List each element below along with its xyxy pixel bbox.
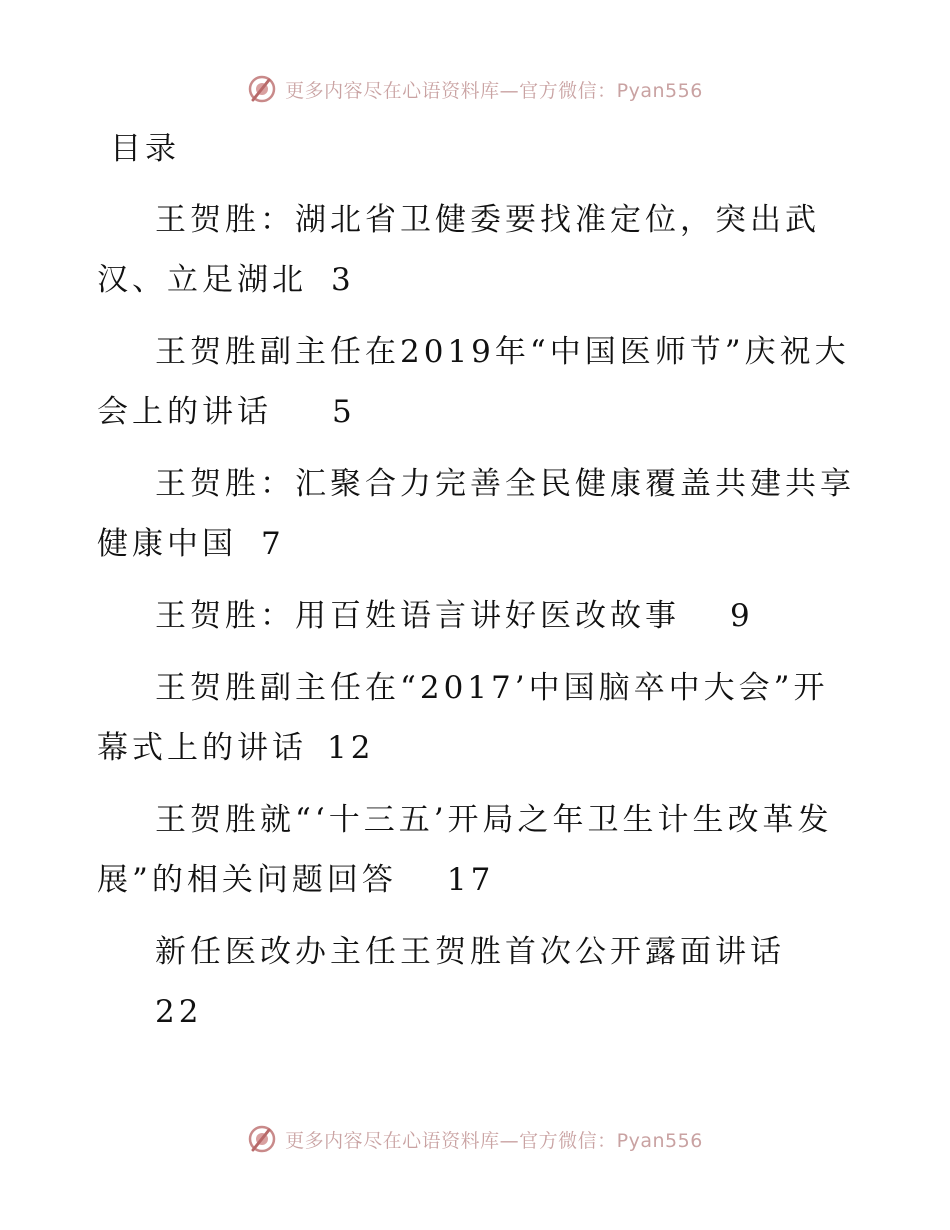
toc-entry-page: 12 xyxy=(327,730,375,766)
table-of-contents xyxy=(97,190,857,1054)
pen-logo-icon xyxy=(247,74,277,104)
toc-entry-page: 22 xyxy=(155,994,203,1030)
toc-entry-page: 17 xyxy=(446,862,495,898)
toc-entry-title: 王贺胜副主任在2019年“中国医师节”庆祝大会上的讲话 xyxy=(97,334,850,430)
toc-entry[interactable] xyxy=(97,190,857,310)
toc-entry-title: 王贺胜副主任在“2017’中国脑卒中大会”开幕式上的讲话 xyxy=(97,670,829,766)
toc-entry-page: 3 xyxy=(331,262,355,298)
toc-title: 目录 xyxy=(110,131,180,167)
toc-entry-title: 王贺胜：汇聚合力完善全民健康覆盖共建共享健康中国 xyxy=(97,466,855,562)
watermark-text: 更多内容尽在心语资料库—官方微信：Pyan556 xyxy=(285,1129,703,1152)
toc-entry[interactable] xyxy=(97,454,857,574)
toc-entry-page: 7 xyxy=(261,526,285,562)
toc-entry-title: 王贺胜：用百姓语言讲好医改故事 xyxy=(155,598,680,634)
toc-entry[interactable] xyxy=(97,922,857,1042)
footer-watermark xyxy=(0,1124,950,1154)
toc-entry-title: 新任医改办主任王贺胜首次公开露面讲话 xyxy=(155,934,785,970)
toc-entry[interactable] xyxy=(97,322,857,442)
toc-entry[interactable] xyxy=(97,586,857,646)
toc-entry[interactable] xyxy=(97,658,857,778)
toc-entry-title: 王贺胜就“‘十三五’开局之年卫生计生改革发展”的相关问题回答 xyxy=(97,802,833,898)
toc-entry-title: 王贺胜：湖北省卫健委要找准定位，突出武汉、立足湖北 xyxy=(97,202,820,298)
toc-entry[interactable] xyxy=(97,790,857,910)
header-watermark xyxy=(0,74,950,104)
toc-entry-page: 5 xyxy=(332,394,356,430)
pen-logo-icon xyxy=(247,1124,277,1154)
watermark-text: 更多内容尽在心语资料库—官方微信：Pyan556 xyxy=(285,79,703,102)
toc-entry-page: 9 xyxy=(730,598,754,634)
